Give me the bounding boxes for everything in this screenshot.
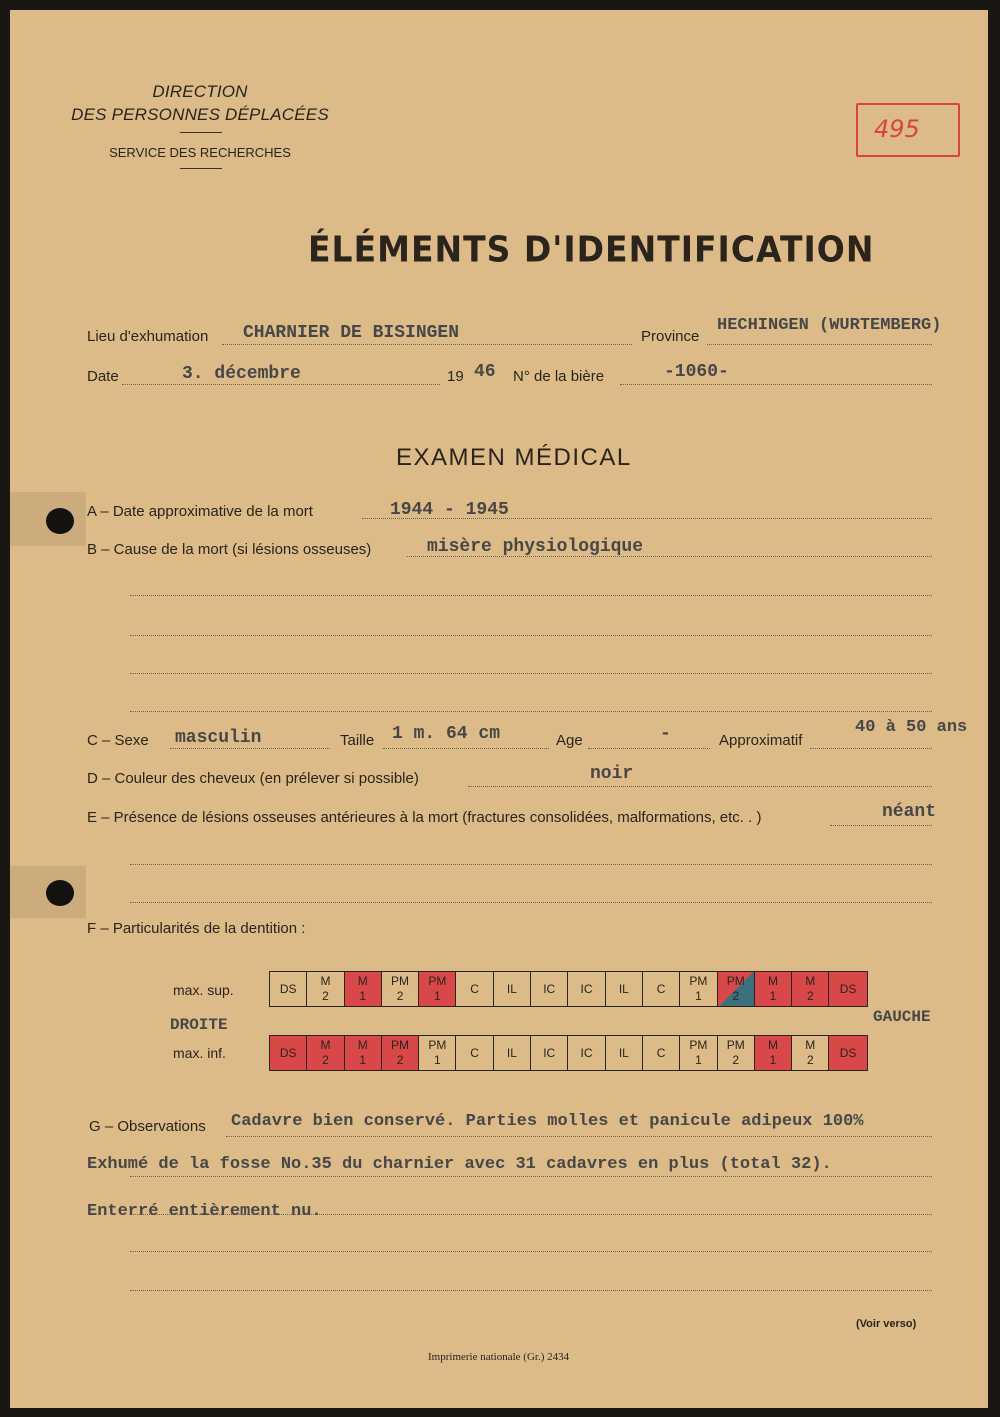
tooth-code: DS	[839, 1045, 857, 1060]
section-a-value: 1944 - 1945	[390, 500, 509, 520]
lower-tooth-4	[382, 1036, 419, 1070]
section-d-value: noir	[590, 764, 634, 784]
document-sheet	[10, 10, 988, 1408]
section-g-label: G – Observations	[89, 1118, 206, 1135]
biere-label: N° de la bière	[513, 368, 605, 385]
tooth-number: 2	[396, 989, 404, 1003]
upper-tooth-6	[456, 972, 493, 1006]
tooth-number: 2	[322, 989, 329, 1003]
tooth-number: 1	[769, 1053, 777, 1067]
section-e-line-2	[130, 864, 932, 865]
tooth-code: IL	[618, 981, 629, 996]
date-dots	[122, 384, 440, 385]
lower-tooth-14	[755, 1036, 792, 1070]
section-g-dots-2	[130, 1176, 932, 1177]
lower-tooth-6	[456, 1036, 493, 1070]
tooth-code: IL	[618, 1045, 629, 1060]
tooth-number: 2	[732, 989, 740, 1003]
lower-tooth-9	[568, 1036, 605, 1070]
upper-tooth-4	[382, 972, 419, 1006]
tooth-code: PM	[726, 1038, 745, 1052]
lower-tooth-10	[606, 1036, 643, 1070]
date-value: 3. décembre	[182, 364, 301, 384]
lower-tooth-8	[531, 1036, 568, 1070]
lower-tooth-7	[494, 1036, 531, 1070]
upper-dental-chart	[269, 971, 868, 1007]
tooth-code: IL	[506, 1045, 517, 1060]
lower-tooth-1	[270, 1036, 307, 1070]
upper-tooth-3	[345, 972, 382, 1006]
section-g-dots-1	[226, 1136, 932, 1137]
tooth-code: PM	[428, 974, 447, 988]
upper-tooth-8	[531, 972, 568, 1006]
lower-tooth-11	[643, 1036, 680, 1070]
section-b-line-4	[130, 673, 932, 674]
lieu-label: Lieu d'exhumation	[87, 328, 209, 345]
tooth-code: M	[805, 1038, 816, 1052]
droite-label: DROITE	[170, 1016, 228, 1034]
age-dots	[588, 748, 710, 749]
section-e-value: néant	[882, 802, 937, 822]
date-label: Date	[87, 368, 119, 385]
upper-tooth-5	[419, 972, 456, 1006]
province-label: Province	[641, 328, 700, 345]
section-g-dots-5	[130, 1290, 932, 1291]
punch-hole-top	[46, 508, 74, 534]
tooth-code: PM	[689, 1038, 708, 1052]
observations-line-3: Enterré entièrement nu.	[87, 1202, 322, 1221]
upper-tooth-9	[568, 972, 605, 1006]
page-title: ÉLÉMENTS D'IDENTIFICATION	[308, 228, 875, 271]
section-b-line-3	[130, 635, 932, 636]
lower-dental-chart	[269, 1035, 868, 1071]
approx-label: Approximatif	[719, 732, 803, 749]
header-rule-1	[180, 132, 222, 133]
upper-tooth-13	[718, 972, 755, 1006]
taille-value: 1 m. 64 cm	[392, 724, 501, 744]
section-e-label: E – Présence de lésions osseuses antérieures à la mort (fractures consolidées, malformations, etc. . )	[87, 809, 762, 826]
tooth-code: C	[470, 1045, 479, 1060]
lower-tooth-12	[680, 1036, 717, 1070]
observations-line-2: Exhumé de la fosse No.35 du charnier avec 31 cadavres en plus (total 32).	[87, 1155, 832, 1174]
tooth-code: IL	[506, 981, 517, 996]
biere-value: -1060-	[664, 362, 729, 382]
sexe-value: masculin	[175, 728, 262, 748]
tooth-code: IC	[580, 1045, 593, 1060]
tooth-number: 2	[806, 1053, 814, 1067]
tooth-code: PM	[391, 974, 410, 988]
taille-label: Taille	[340, 732, 375, 749]
approx-value: 40 à 50 ans	[855, 718, 968, 737]
tooth-code: DS	[279, 1045, 297, 1060]
tooth-number: 1	[695, 1053, 702, 1067]
tooth-number: 1	[359, 989, 367, 1003]
tooth-code: M	[768, 1038, 778, 1052]
upper-tooth-14	[755, 972, 792, 1006]
service-line: SERVICE DES RECHERCHES	[109, 145, 291, 160]
max-sup-label: max. sup.	[173, 982, 234, 998]
section-f-label: F – Particularités de la dentition :	[87, 920, 306, 937]
section-e-line-3	[130, 902, 932, 903]
tooth-number: 1	[433, 989, 441, 1003]
punch-hole-bottom	[46, 880, 74, 906]
tooth-number: 2	[732, 1053, 740, 1067]
section-d-label: D – Couleur des cheveux (en prélever si possible)	[87, 770, 419, 787]
upper-tooth-1	[270, 972, 307, 1006]
upper-tooth-7	[494, 972, 531, 1006]
taille-dots	[383, 748, 549, 749]
voir-verso: (Voir verso)	[856, 1318, 917, 1330]
section-c-label: C – Sexe	[87, 732, 149, 749]
org-line-2: DES PERSONNES DÉPLACÉES	[71, 105, 329, 124]
upper-tooth-12	[680, 972, 717, 1006]
section-b-line-2	[130, 595, 932, 596]
tooth-number: 1	[359, 1053, 367, 1067]
tooth-code: PM	[726, 974, 745, 988]
tooth-code: PM	[391, 1038, 410, 1052]
tooth-code: M	[768, 974, 778, 988]
tooth-code: IC	[543, 1045, 556, 1060]
tooth-code: M	[320, 974, 331, 988]
lower-tooth-3	[345, 1036, 382, 1070]
tooth-code: IC	[580, 981, 593, 996]
reference-number-box	[856, 103, 960, 157]
sexe-dots	[170, 748, 330, 749]
upper-tooth-15	[792, 972, 829, 1006]
section-b-label: B – Cause de la mort (si lésions osseuses)	[87, 541, 372, 558]
approx-dots	[810, 748, 932, 749]
province-dots	[707, 344, 932, 345]
lower-tooth-15	[792, 1036, 829, 1070]
tooth-code: PM	[428, 1038, 447, 1052]
lower-tooth-16	[829, 1036, 866, 1070]
tooth-number: 2	[806, 989, 814, 1003]
tooth-number: 1	[433, 1053, 441, 1067]
tooth-number: 1	[695, 989, 702, 1003]
age-value: -	[660, 724, 671, 744]
section-d-dots	[468, 786, 932, 787]
tooth-code: M	[357, 1038, 368, 1052]
year-suffix: 46	[474, 362, 496, 382]
org-line-1: DIRECTION	[152, 82, 248, 101]
tooth-number: 1	[769, 989, 777, 1003]
section-e-dots	[830, 825, 932, 826]
section-a-label: A – Date approximative de la mort	[87, 503, 313, 520]
tooth-code: M	[320, 1038, 331, 1052]
header-rule-2	[180, 168, 222, 169]
tooth-code: C	[656, 981, 666, 996]
tooth-code: M	[357, 974, 368, 988]
section-g-dots-4	[130, 1251, 932, 1252]
section-b-value: misère physiologique	[427, 537, 644, 557]
biere-dots	[620, 384, 932, 385]
imprimerie-footer: Imprimerie nationale (Gr.) 2434	[428, 1351, 570, 1363]
tooth-code: IC	[543, 981, 556, 996]
lieu-dots	[222, 344, 632, 345]
tooth-code: C	[470, 981, 479, 996]
gauche-label: GAUCHE	[873, 1008, 931, 1026]
reference-number: 495	[874, 115, 920, 143]
lower-tooth-13	[718, 1036, 755, 1070]
tooth-code: M	[805, 974, 816, 988]
exam-title: EXAMEN MÉDICAL	[396, 444, 632, 471]
observations-line-1: Cadavre bien conservé. Parties molles et panicule adipeux 100%	[231, 1112, 864, 1131]
upper-tooth-16	[829, 972, 866, 1006]
upper-tooth-11	[643, 972, 680, 1006]
year-prefix: 19	[447, 368, 464, 385]
upper-tooth-10	[606, 972, 643, 1006]
section-b-line-5	[130, 711, 932, 712]
age-label: Age	[556, 732, 583, 749]
tooth-code: PM	[689, 974, 708, 988]
lower-tooth-2	[307, 1036, 344, 1070]
tooth-code: DS	[279, 981, 297, 996]
province-value: HECHINGEN (WURTEMBERG)	[717, 316, 942, 335]
tooth-number: 2	[396, 1053, 404, 1067]
max-inf-label: max. inf.	[173, 1045, 226, 1061]
upper-tooth-2	[307, 972, 344, 1006]
tooth-code: C	[656, 1045, 666, 1060]
lower-tooth-5	[419, 1036, 456, 1070]
lieu-value: CHARNIER DE BISINGEN	[243, 323, 460, 343]
tooth-code: DS	[839, 981, 857, 996]
tooth-number: 2	[322, 1053, 329, 1067]
